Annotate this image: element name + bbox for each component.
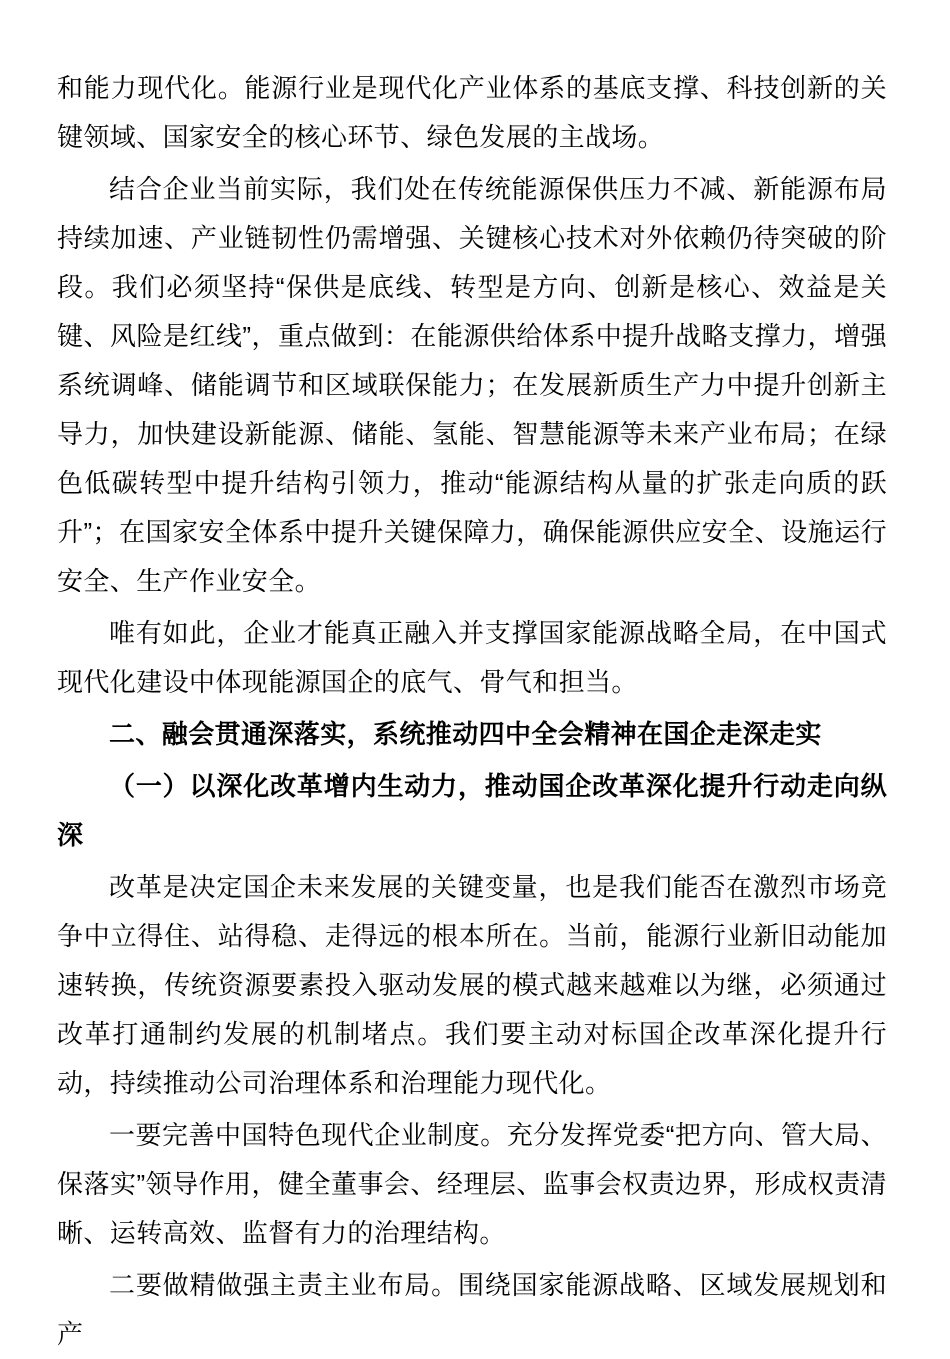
paragraph-continuation: 和能力现代化。能源行业是现代化产业体系的基底支撑、科技创新的关键领域、国家安全的核心环节、绿色发展的主战场。 — [57, 73, 887, 152]
paragraph-reform: 改革是决定国企未来发展的关键变量，也是我们能否在激烈市场竞争中立得住、站得稳、走得远的根本所在。当前，能源行业新旧动能加速转换，传统资源要素投入驱动发展的模式越来越难以为继，必须通过改革打通制约发展的机制堵点。我们要主动对标国企改革深化提升行动，持续推动公司治理体系和治理能力现代化。 — [57, 872, 887, 1098]
subsection-heading: （一）以深化改革增内生动力，推动国企改革深化提升行动走向纵深 — [57, 771, 887, 850]
paragraph-point-one: 一要完善中国特色现代企业制度。充分发挥党委“把方向、管大局、保落实”领导作用，健全董事会、经理层、监事会权责边界，形成权责清晰、运转高效、监督有力的治理结构。 — [57, 1120, 887, 1248]
section-heading: 二、融会贯通深落实，系统推动四中全会精神在国企走深走实 — [109, 719, 822, 749]
paragraph-point-two-cutoff: 二要做精做强主责主业布局。围绕国家能源战略、区域发展规划和产 — [57, 1270, 887, 1349]
paragraph-current-situation: 结合企业当前实际，我们处在传统能源保供压力不减、新能源布局持续加速、产业链韧性仍需增强、关键核心技术对外依赖仍待突破的阶段。我们必须坚持“保供是底线、转型是方向、创新是核心、效益是关键、风险是红线”，重点做到：在能源供给体系中提升战略支撑力，增强系统调峰、储能调节和区域联保能力；在发展新质生产力中提升创新主导力，加快建设新能源、储能、氢能、智慧能源等未来产业布局；在绿色低碳转型中提升结构引领力，推动“能源结构从量的扩张走向质的跃升”；在国家安全体系中提升关键保障力，确保能源供应安全、设施运行安全、生产作业安全。 — [57, 174, 887, 596]
paragraph-conclusion: 唯有如此，企业才能真正融入并支撑国家能源战略全局，在中国式现代化建设中体现能源国企的底气、骨气和担当。 — [57, 618, 887, 697]
